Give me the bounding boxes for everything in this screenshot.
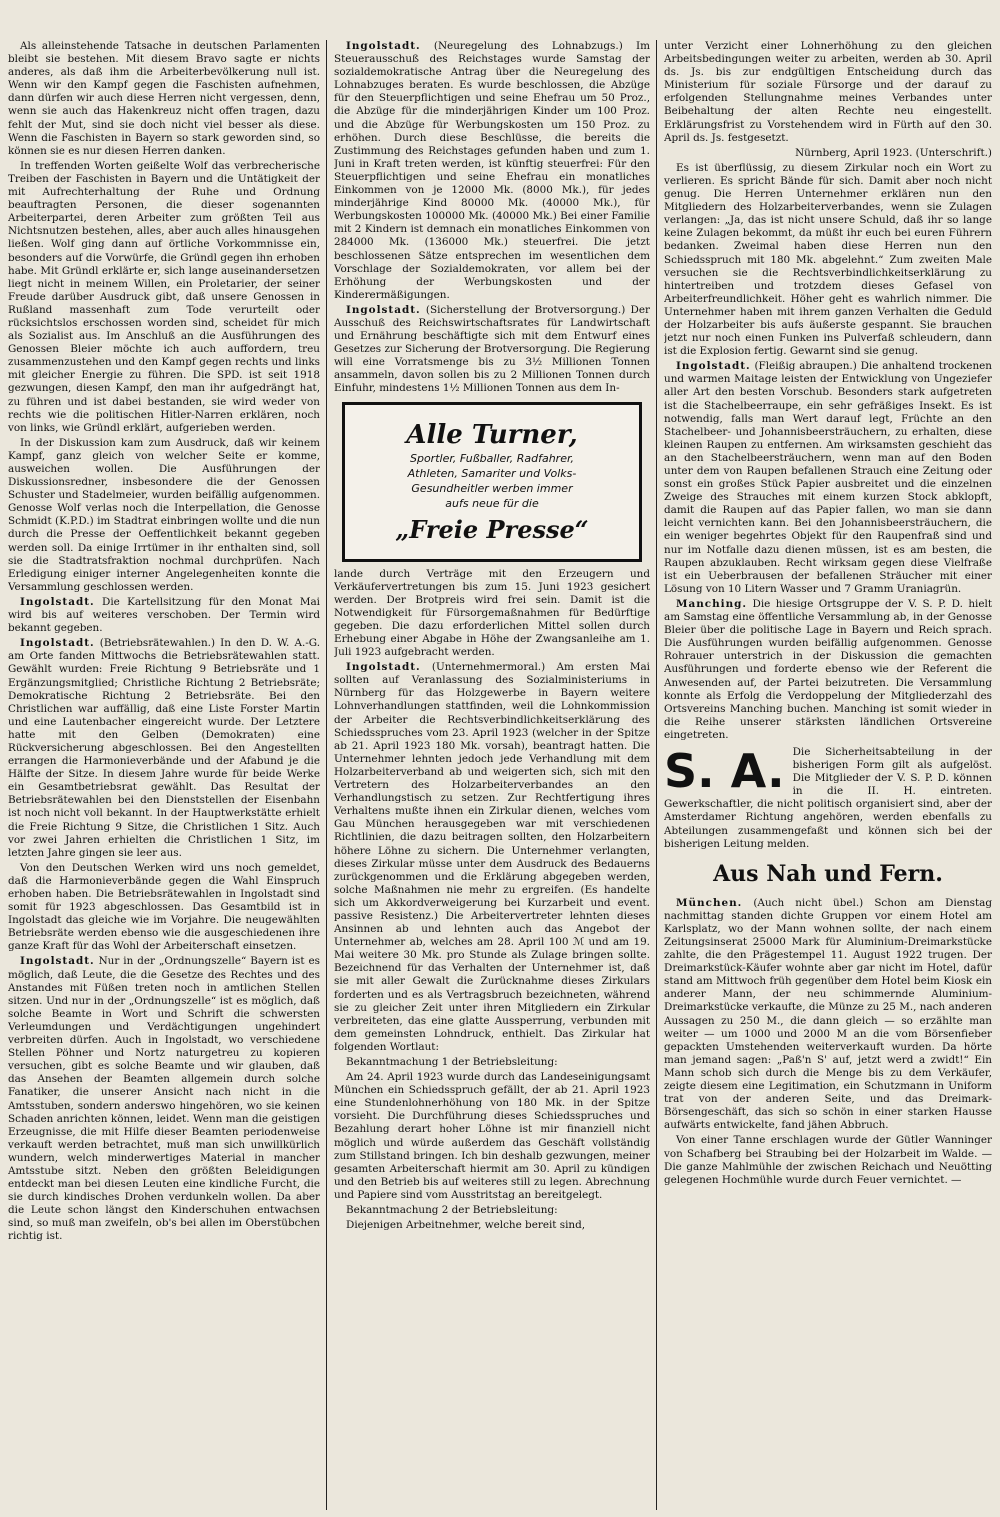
ad-line: Athleten, Samariter und Volks- xyxy=(407,466,577,480)
dateline: Ingolstadt. xyxy=(346,303,421,316)
paragraph: Es ist überflüssig, zu diesem Zirkular noch ein Wort zu verlieren. Es spricht Bände für sich. Damit aber noch nicht genug. Die Herren Unternehmer erklären nun den Mitgliedern des Holzarbeiterverbandes, wenn sie Zulagen verlangen: „Ja, das ist nicht unsere Schuld, daß ihr so lange keine Zulagen bekommt, da müßt ihr euch bei euren Führern bedanken. Zweimal haben diese Herren nun den Schiedsspruch mit 180 Mk. abgelehnt.“ Zum zweiten Male versuchen sie die Rechtsverbindlichkeitserklärung zu hintertreiben und trotzdem dieses Gefasel von Arbeiterfreundlichkeit. Höher geht es wahrlich nimmer. Die Unternehmer haben mit ihrem ganzen Verhalten die Geduld der Holzarbeiter bis aufs äußerste gespannt. Sie brauchen jetzt nur noch einen Funken ins Pulverfaß schleudern, dann ist die Explosion fertig. Gewarnt sind sie genug. xyxy=(664,161,992,358)
ad-title: Alle Turner, xyxy=(406,419,578,450)
dateline: Ingolstadt. xyxy=(676,360,751,373)
dateline: Ingolstadt. xyxy=(346,40,421,52)
column-right xyxy=(664,40,992,1510)
news-text: Nur in der „Ordnungszelle“ Bayern ist es möglich, daß Leute, die die Gesetze des Rechtes und des Anstandes mit Füßen treten noch in amtlichen Stellen sitzen. Und nur in der „Ordnungszelle“ ist es möglich, daß solche Beamte in Wort und Schrift die schwersten Verleumdungen und Verdächtigungen ungehindert verbreiten dürfen. Auch in Ingolstadt, wo verschiedene Stellen Pöhner und Nortz naturgetreu zu kopieren versuchen, gibt es solche Beamte und wir glauben, daß das Ansehen der Beamten allgemein durch solche Fanatiker, die unserer Ansicht nach nicht in die Amtsstuben, sondern anderswo hingehören, wo sie keinen Schaden anrichten können, leidet. Wenn man die geistigen Erzeugnisse, die mit Hilfe dieser Beamten periodenweise verkauft werden betrachtet, muß man sich unwillkürlich wundern, welch minderwertiges Material in mancher Amtsstube sitzt. Neben den größten Beleidigungen entdeckt man bei diesen Leuten eine kindliche Furcht, die sie durch kindisches Drohen verdunkeln wollen. Da aber die Leute schon längst den Kinderschuhen entwachsen sind, so muß man zweifeln, ob's bei allen im Oberstübchen richtig ist. xyxy=(8,955,320,1243)
news-text: Die Kartellsitzung für den Monat Mai wird bis auf weiteres verschoben. Der Termin wird bekannt gegeben. xyxy=(8,595,320,635)
news-text: (Neuregelung des Lohnabzugs.) Im Steuerausschuß des Reichstages wurde Samstag der sozialdemokratische Antrag über die Neuregelung des Lohnabzuges beraten. Es wurde beschlossen, die Abzüge für den Steuerpflichtigen und seine Ehefrau um 50 Proz., die Abzüge für die minderjährigen Kinder um 100 Proz. und die Abzüge für Werbungskosten um 150 Proz. zu erhöhen. Durch diese Beschlüsse, die bereits die Zustimmung des Reichstages gefunden haben und zum 1. Juni in Kraft treten werden, ist künftig steuerfrei: Für den Steuerpflichtigen und seine Ehefrau ein monatliches Einkommen von je 12000 Mk. (8000 Mk.), für jedes minderjährige Kind 80000 Mk. (40000 Mk.), für Werbungskosten 100000 Mk. (40000 Mk.) Bei einer Familie mit 2 Kindern ist demnach ein monatliches Einkommen von 284000 Mk. (136000 Mk.) steuerfrei. Die jetzt beschlossenen Sätze entsprechen im wesentlichen dem Vorschlage der Sozialdemokraten, vor allem bei der Erhöhung der Werbungskosten und der Kinderermäßigungen. xyxy=(334,40,650,301)
news-item xyxy=(8,637,320,860)
section-title: Aus Nah und Fern. xyxy=(713,860,943,887)
paragraph: In treffenden Worten geißelte Wolf das verbrecherische Treiben der Faschisten in Bayern und die Untätigkeit der mit Aufrechterhaltung der Ruhe und Ordnung beauftragten Personen, die dieser sogenannten Arbeiterpartei, deren Arbeiter zum größten Teil aus Nichtsnutzen bestehen, alles, aber auch alles hinausgehen ließen. Wolf ging dann auf örtliche Vorkommnisse ein, besonders auf die Vorwürfe, die Gründl gegen ihn erhoben habe. Mit Gründl erklärte er, sich lange auseinandersetzen liegt nicht in meinem Willen, ein Proletarier, der seiner Freude darüber Ausdruck gibt, daß unsere Genossen in Rußland massenhaft zum Tode verurteilt oder rücksichtslos erschossen worden sind, scheidet für mich als Sozialist aus. Im Anschluß an die Ausführungen des Genossen Bleier möchte ich auch auffordern, treu zusammenzustehen und den Kampf gegen rechts und links mit gleicher Energie zu führen. Die SPD. ist seit 1918 gezwungen, diesen Kampf, den man ihr aufgedrängt hat, zu führen und ist dabei bestanden, sie wird weder von rechts wie die politischen Hitler-Narren erklären, noch von links, wie Gründl erklärt, aufgerieben werden. xyxy=(8,159,320,434)
column-middle xyxy=(334,40,650,1510)
ad-newspaper-name: „Freie Presse“ xyxy=(395,514,589,544)
dateline: Ingolstadt. xyxy=(346,661,421,674)
paragraph: Von den Deutschen Werken wird uns noch gemeldet, daß die Harmonieverbände gegen die Wahl Einspruch erhoben haben. Die Betriebsrätewahlen in Ingolstadt sind somit für 1923 abgeschlossen. Das Gesamtbild ist in Ingolstadt das gleiche wie im Vorjahre. Die neugewählten Betriebsräte werden ebenso wie die ausgeschiedenen ihre ganze Kraft für das Wohl der Arbeiterschaft einsetzen. xyxy=(8,861,320,953)
paragraph: lande durch Verträge mit den Erzeugern und Verkäufervertretungen bis zum 15. Juni 1923 gesichert werden. Der Brotpreis wird frei sein. Damit ist die Notwendigkeit für Fürsorgemaßnahmen für Bedürftige gegeben. Die dazu erforderlichen Mittel sollen durch Erhebung einer Abgabe in Höhe der Zwangsanleihe am 1. Juli 1923 aufgebracht werden. xyxy=(334,567,650,659)
sa-headline: S. A. xyxy=(664,745,785,798)
news-item xyxy=(8,596,320,635)
dateline: Ingolstadt. xyxy=(20,955,95,968)
ad-line: Gesundheitler werben immer xyxy=(411,481,573,495)
news-text: (Unternehmermoral.) Am ersten Mai sollten auf Veranlassung des Sozialministeriums in Nürnberg für das Holzgewerbe in Bayern weitere Lohnverhandlungen stattfinden, weil die Lohnkommission der Arbeiter die Rechtsverbindlichkeitserklärung des Schiedsspruches vom 23. April 1923 (welcher in der Spitze ab 21. April 1923 180 Mk. vorsah), beantragt hatten. Die Unternehmer lehnten jedoch jede Verhandlung mit dem Holzarbeiterverband ab und weigerten sich, sich mit den Vertretern des Holzarbeiterverbandes an den Verhandlungstisch zu setzen. Zur Rechtfertigung ihres Verhaltens mußte ihnen ein Zirkular dienen, welches vom Gau München herausgegeben war mit verschiedenen Richtlinien, die dazu beitragen sollten, den Holzarbeitern höhere Löhne zu sichern. Die Unternehmer verlangten, dieses Zirkular müsse unter dem Ausdruck des Bedauerns zurückgenommen und die Erklärung abgegeben werden, solche Maßnahmen nie mehr zu ergreifen. (Es handelte sich um Akkordverweigerung bei Kurzarbeit und event. passive Resistenz.) Die Arbeitervertreter lehnten dieses Ansinnen ab und lehnten auch das Angebot der Unternehmer ab, welches am 28. April 100 ℳ und am 19. Mai weitere 30 Mk. pro Stunde als Zulage bringen sollte. Bezeichnend für das Verhalten der Unternehmer ist, daß sie mit aller Gewalt die Zurücknahme dieses Zirkulars forderten und es als Vertragsbruch bezeichneten, während sie zu gleicher Zeit unter ihren Mitgliedern ein Zirkular verbreiteten, das eine glatte Aussperrung, verbunden mit dem gemeinsten Lohndruck, enthielt. Das Zirkular hat folgenden Wortlaut: xyxy=(334,661,650,1053)
dateline: Manching. xyxy=(676,597,748,610)
sa-notice xyxy=(664,746,992,851)
dateline: München. xyxy=(676,896,743,909)
column-left xyxy=(8,40,320,1510)
news-item xyxy=(334,304,650,396)
paragraph: Von einer Tanne erschlagen wurde der Gütler Wanninger von Schafberg bei Straubing bei der Holzarbeit im Walde. — Die ganze Mahlmühle der zwischen Reichach und Neuötting gelegenen Hochmühle wurde durch Feuer vernichtet. — xyxy=(664,1134,992,1186)
advertisement-box xyxy=(342,402,642,562)
paragraph: unter Verzicht einer Lohnerhöhung zu den gleichen Arbeitsbedingungen weiter zu arbeiten, werden ab 30. April ds. Js. bis zur endgültigen Entscheidung durch das Ministerium für soziale Fürsorge und der darauf zu erfolgenden Stellungnahme meines Verbandes unter Beibehaltung der alten Rechte neu eingestellt. Erklärungsfrist zu Vorstehendem wird in Fürth auf den 30. April ds. Js. festgesetzt. xyxy=(664,40,992,144)
notice-heading: Bekanntmachung 2 der Betriebsleitung: xyxy=(346,1204,558,1217)
ad-line: Sportler, Fußballer, Radfahrer, xyxy=(409,451,574,465)
paragraph: Als alleinstehende Tatsache in deutschen Parlamenten bleibt sie bestehen. Mit diesem Bravo sagte er nichts anderes, als daß ihm die Arbeiterbevölkerung null ist. Wenn wir den Kampf gegen die Faschisten aufnehmen, dann dürfen wir auch diese Herren nicht vergessen, denn, wenn sie auch das Hakenkreuz nicht offen tragen, dazu fehlt der Mut, sind sie doch nicht viel besser als diese. Wenn die Faschisten in Bayern so stark geworden sind, so können sie es nur diesen Herren danken. xyxy=(8,40,320,157)
news-item xyxy=(334,40,650,302)
paragraph: Diejenigen Arbeitnehmer, welche bereit sind, xyxy=(346,1219,586,1232)
news-item xyxy=(664,360,992,596)
news-item xyxy=(664,897,992,1133)
notice-heading: Bekanntmachung 1 der Betriebsleitung: xyxy=(346,1056,558,1068)
news-item xyxy=(664,598,992,742)
paragraph: In der Diskussion kam zum Ausdruck, daß wir keinem Kampf, ganz gleich von welcher Seite er komme, ausweichen wollen. Die Ausführungen der Diskussionsredner, insbesondere die der Genossen Schuster und Stadelmeier, wurden beifällig aufgenommen. Genosse Wolf verlas noch die Interpellation, die Genosse Schmidt (K.P.D.) im Stadtrat einbringen wollte und die nun durch die Presse der Oeffentlichkeit bekannt gegeben werden soll. Da einige Irrtümer in ihr enthalten sind, soll sie die Stadtratsfraktion nochmal durchprüfen. Nach Erledigung einiger interner Angelegenheiten konnte die Versammlung geschlossen werden. xyxy=(8,436,320,593)
ad-line: aufs neue für die xyxy=(445,496,539,510)
column-rule-right xyxy=(656,40,657,1510)
news-item xyxy=(8,955,320,1243)
dateline: Ingolstadt. xyxy=(20,637,95,650)
news-text: Die hiesige Ortsgruppe der V. S. P. D. hielt am Samstag eine öffentliche Versammlung ab, in der Genosse Bleier über die politische Lage in Bayern und Reich sprach. Die Ausführungen wurden beifällig aufgenommen. Genosse Rohrauer unterstrich in der Diskussion die gemachten Ausführungen und forderte ebenso wie der Referent die Anwesenden auf, der Partei beizutreten. Die Versammlung konnte als Erfolg die Verdoppelung der Mitgliederzahl des Ortsvereins Manching buchen. Manching ist somit wieder in die Reihe unserer stärksten ländlichen Ortsvereine eingetreten. xyxy=(664,597,992,741)
column-rule-left xyxy=(326,40,327,1510)
news-text: (Sicherstellung der Brotversorgung.) Der Ausschuß des Reichswirtschaftsrates für Landwirtschaft und Ernährung beschäftigte sich mit dem Entwurf eines Gesetzes zur Sicherung der Brotversorgung. Die Regierung will eine Vorratsmenge bis zu 3½ Millionen Tonnen ansammeln, davon sollen bis zu 2 Millionen Tonnen durch Einfuhr, mindestens 1½ Millionen Tonnen aus dem In- xyxy=(334,303,650,395)
news-text: (Auch nicht übel.) Schon am Dienstag nachmittag standen dichte Gruppen vor einem Hotel am Karlsplatz, wo der Mann wohnen sollte, der nach einem Zeitungsinserat 25000 Mark für Aluminium-Dreimarkstücke zahlte, die den Prägestempel 11. August 1922 trugen. Der Dreimarkstück-Käufer wohnte aber gar nicht im Hotel, dafür stand am Mittwoch früh gegenüber dem Hotel beim Kiosk ein anderer Mann, der neu schimmernde Aluminium-Dreimarkstücke verkaufte, die Münze zu 25 M., nach anderen Aussagen zu 250 M., die dann gleich — so erzählte man weiter — um 1000 und 2000 M an die vom Börsenfieber gepackten Umstehenden weiterverkauft wurden. Da hörte man jemand sagen: „Paß'n S' auf, jetzt werd a zwidt!“ Ein Mann schob sich durch die Menge bis zu dem Verkäufer, zeigte diesem eine Legitimation, ein Schutzmann in Uniform trat von der anderen Seite, und das Dreimark-Börsengeschäft, das sich so schön in einer starken Hausse aufwärts entwickelte, fand jähen Abbruch. xyxy=(664,896,992,1132)
dateline: Ingolstadt. xyxy=(20,595,95,608)
news-text: (Fleißig abraupen.) Die anhaltend trockenen und warmen Maitage leisten der Entwicklung von Ungeziefer aller Art den besten Vorschub. Besonders stark aufgetreten ist die Stachelbeerraupe, ein sehr gefräßiges Insekt. Es ist notwendig, falls man Wert darauf legt, Früchte an den Stachelbeer- und Johannisbeersträuchern, zu erhalten, diese kleinen Raupen zu entfernen. Am wirksamsten geschieht das an den Stachelbeersträuchern, wenn man auf den Boden unter dem von Raupen befallenen Strauch eine Zeitung oder sonst ein großes Stück Papier ausbreitet und die einzelnen Zweige des Strauches mit einem kurzen Stock abklopft, damit die Raupen auf das Papier fallen, wo man sie dann leicht vernichten kann. Bei den Johannisbeersträuchern, die ein weniger begehrtes Objekt für den Raupenfraß sind und nur im Notfalle dazu dienen müssen, ist es am besten, die Raupen abzuklauben. Recht wirksam gegen diese Vielfraße ist ein Ueberbrausen der befallenen Sträucher mit einer Lösung von 10 Litern Wasser und 7 Gramm Uraniagrün. xyxy=(664,360,992,595)
news-item xyxy=(334,661,650,1054)
signature-line: Nürnberg, April 1923. (Unterschrift.) xyxy=(795,146,992,159)
paragraph: Am 24. April 1923 wurde durch das Landeseinigungsamt München ein Schiedsspruch gefällt, der ab 21. April 1923 eine Stundenlohnerhöhung von 180 Mk. in der Spitze vorsieht. Die Durchführung dieses Schiedsspruches und Bezahlung derart hoher Löhne ist mir finanziell nicht möglich und würde außerdem das Geschäft vollständig zum Stillstand bringen. Ich bin deshalb gezwungen, meiner gesamten Arbeiterschaft hiermit am 30. April zu kündigen und den Betrieb bis auf weiteres still zu legen. Abrechnung und Papiere sind vom Ausstritstag an bereitgelegt. xyxy=(334,1071,650,1201)
sa-text: Die Sicherheitsabteilung in der bisherigen Form gilt als aufgelöst. Die Mitglieder der V. S. P. D. können in die II. H. eintreten. Gewerkschaftler, die nicht politisch organisiert sind, aber der Amsterdamer Richtung angehören, werden ebenfalls zu Abteilungen zusammengefaßt und können sich bei der bisherigen Leitung melden. xyxy=(664,745,992,850)
news-text: (Betriebsrätewahlen.) In den D. W. A.-G. am Orte fanden Mittwochs die Betriebsrätewahlen statt. Gewählt wurden: Freie Richtung 9 Betriebsräte und 1 Ergänzungsmitglied; Christliche Richtung 2 Betriebsräte; Demokratische Richtung 2 Betriebsräte. Bei den Christlichen war auffällig, daß eine Liste Forster Martin und eine Lautenbacher eingereicht wurde. Der Letztere hatte mit den Gelben (Demokraten) eine Rückversicherung abgeschlossen. Bei den Angestellten errangen die Harmonieverbände und der Afabund je die Hälfte der Sitze. In diesem Jahre wurde für beide Werke ein Gesamtbetriebsrat gewählt. Das Resultat der Betriebsrätewahlen bei den Dienststellen der Eisenbahn ist noch nicht voll bekannt. In der Hauptwerkstätte erhielt die Freie Richtung 9 Sitze, die Christlichen 1 Sitz. Auch vor zwei Jahren erhielten die Christlichen 1 Sitz, im letzten Jahre gingen sie leer aus. xyxy=(8,637,320,859)
